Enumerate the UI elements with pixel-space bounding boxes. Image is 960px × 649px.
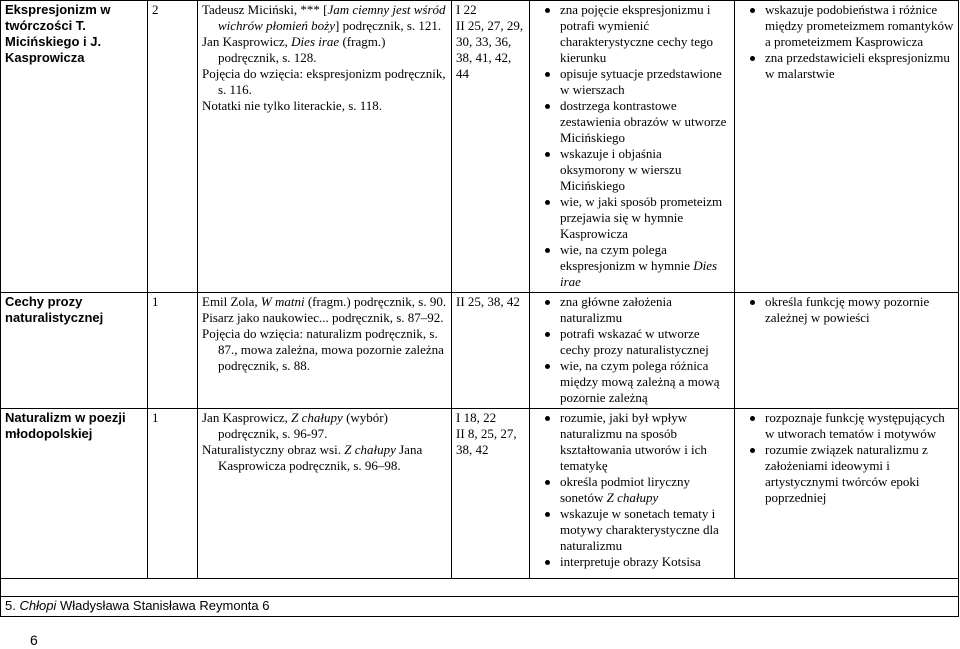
text-span: wie, na czym polega ekspresjonizm w hymnie — [560, 242, 694, 273]
text-span: Pojęcia do wzięcia: ekspresjonizm podręcznik, s. 116. — [202, 66, 446, 97]
text-span: rozumie związek naturalizmu z założeniami ideowymi i artystycznymi twórców epoki poprzedniej — [765, 442, 928, 505]
material-item — [202, 2, 447, 34]
material-item — [202, 326, 447, 374]
italic-title: Dies irae — [560, 258, 718, 289]
page-ref: I 18, 22 — [456, 410, 497, 425]
topic-title: Naturalizm w poezji młodopolskiej — [5, 410, 126, 441]
list-item — [560, 358, 730, 406]
italic-title: Z chałupy — [344, 442, 396, 457]
italic-title: Z chałupy — [606, 490, 659, 505]
extended-requirements-list — [739, 294, 954, 326]
pages-cell — [452, 293, 530, 409]
curriculum-rows — [1, 1, 959, 579]
text-span: dostrzega kontrastowe zestawienia obrazów w utworze Micińskiego — [560, 98, 727, 145]
italic-title: W matni — [260, 294, 305, 309]
text-span: wie, na czym polega różnica między mową zależną a mową pozornie zależną — [560, 358, 720, 405]
topic-cell — [1, 293, 148, 409]
extended-requirements-cell — [735, 1, 959, 293]
page-number: 6 — [30, 632, 38, 648]
materials-cell — [198, 293, 452, 409]
text-span: potrafi wskazać w utworze cechy prozy naturalistycznej — [560, 326, 709, 357]
italic-title: Dies irae — [291, 34, 340, 49]
pages-cell — [452, 1, 530, 293]
text-span: Tadeusz Miciński, *** [ — [202, 2, 328, 17]
list-item — [560, 146, 730, 194]
text-span: (fragm.) podręcznik, s. 128. — [218, 34, 386, 65]
pages-cell — [452, 409, 530, 579]
italic-title: Jam ciemny jest wśród wichrów płomień boży — [218, 2, 446, 33]
italic-title: Z chałupy — [291, 410, 343, 425]
text-span: interpretuje obrazy Kotsisa — [560, 554, 701, 569]
text-span: określa podmiot liryczny sonetów — [560, 474, 690, 505]
basic-requirements-list — [534, 294, 730, 406]
text-span: (fragm.) podręcznik, s. 90. — [304, 294, 447, 309]
extended-requirements-list — [739, 410, 954, 506]
text-span: wskazuje podobieństwa i różnice między prometeizmem romantyków a prometeizmem Kasprowicza — [765, 2, 954, 49]
section-title — [1, 597, 959, 617]
basic-requirements-list — [534, 2, 730, 290]
materials-cell — [198, 409, 452, 579]
list-item — [560, 294, 730, 326]
list-item — [560, 66, 730, 98]
material-item — [202, 34, 447, 66]
materials-cell — [198, 1, 452, 293]
basic-requirements-list — [534, 410, 730, 570]
page-ref: II 25, 27, 29, 30, 33, 36, 38, 41, 42, 44 — [456, 18, 524, 81]
list-item — [765, 50, 954, 82]
hours-cell: 1 — [148, 293, 198, 409]
hours-cell: 2 — [148, 1, 198, 293]
extended-requirements-list — [739, 2, 954, 82]
basic-requirements-cell — [530, 409, 735, 579]
text-span: ] podręcznik, s. 121. — [335, 18, 442, 33]
text-span: Notatki nie tylko literackie, s. 118. — [202, 98, 383, 113]
text-span: zna przedstawicieli ekspresjonizmu w malarstwie — [765, 50, 950, 81]
page-ref: I 22 — [456, 2, 477, 17]
text-span: Jana Kasprowicza podręcznik, s. 96–98. — [218, 442, 423, 473]
page-ref: II 25, 38, 42 — [456, 294, 520, 309]
list-item — [560, 98, 730, 146]
text-span: określa funkcję mowy pozornie zależnej w powieści — [765, 294, 930, 325]
text-span: rozpoznaje funkcję występujących w utworach tematów i motywów — [765, 410, 945, 441]
text-span: wskazuje w sonetach tematy i motywy charakterystyczne dla naturalizmu — [560, 506, 719, 553]
text-span: Jan Kasprowicz, — [202, 410, 292, 425]
list-item — [765, 442, 954, 506]
spacer-cell — [1, 579, 959, 597]
text-span: Pojęcia do wzięcia: naturalizm podręcznik, s. 87., mowa zależna, mowa pozornie zależna podręcznik, s. 88. — [202, 326, 444, 373]
list-item — [560, 410, 730, 474]
material-item — [202, 410, 447, 442]
extended-requirements-cell — [735, 293, 959, 409]
spacer-row — [1, 579, 959, 597]
text-span: Pisarz jako naukowiec... podręcznik, s. 87–92. — [202, 310, 444, 325]
text-span: opisuje sytuacje przedstawione w wierszach — [560, 66, 722, 97]
topic-cell — [1, 1, 148, 293]
list-item — [560, 326, 730, 358]
text-span: Jan Kasprowicz, — [202, 34, 292, 49]
list-item — [560, 474, 730, 506]
topic-title: Cechy prozy naturalistycznej — [5, 294, 104, 325]
topic-cell — [1, 409, 148, 579]
material-item — [202, 98, 447, 114]
material-item — [202, 66, 447, 98]
list-item — [765, 2, 954, 50]
text-span: Emil Zola, — [202, 294, 261, 309]
section-row — [1, 597, 959, 617]
text-span: zna pojęcie ekspresjonizmu i potrafi wymienić charakterystyczne cechy tego kierunku — [560, 2, 714, 65]
page-ref: II 8, 25, 27, 38, 42 — [456, 426, 517, 457]
section-number: 5. — [5, 598, 16, 613]
list-item — [560, 2, 730, 66]
list-item — [560, 242, 730, 290]
basic-requirements-cell — [530, 1, 735, 293]
section-title-rest: Władysława Stanisława Reymonta 6 — [56, 598, 270, 613]
extended-requirements-cell — [735, 409, 959, 579]
list-item — [560, 194, 730, 242]
text-span: (wybór) podręcznik, s. 96-97. — [218, 410, 388, 441]
list-item — [765, 410, 954, 442]
topic-title: Ekspresjonizm w twórczości T. Micińskiego i J. Kasprowicza — [5, 2, 111, 65]
text-span: Naturalistyczny obraz wsi. — [202, 442, 345, 457]
section-title-italic: Chłopi — [19, 598, 57, 613]
text-span: zna główne założenia naturalizmu — [560, 294, 672, 325]
table-row — [1, 409, 959, 579]
material-item — [202, 294, 447, 310]
list-item — [560, 506, 730, 554]
text-span: wie, w jaki sposób prometeizm przejawia się w hymnie Kasprowicza — [560, 194, 723, 241]
basic-requirements-cell — [530, 293, 735, 409]
text-span: wskazuje i objaśnia oksymorony w wierszu Micińskiego — [560, 146, 682, 193]
table-row — [1, 1, 959, 293]
material-item — [202, 442, 447, 474]
text-span: rozumie, jaki był wpływ naturalizmu na sposób kształtowania utworów i ich tematykę — [560, 410, 707, 473]
list-item — [560, 554, 730, 570]
material-item — [202, 310, 447, 326]
table-row — [1, 293, 959, 409]
list-item — [765, 294, 954, 326]
hours-cell: 1 — [148, 409, 198, 579]
